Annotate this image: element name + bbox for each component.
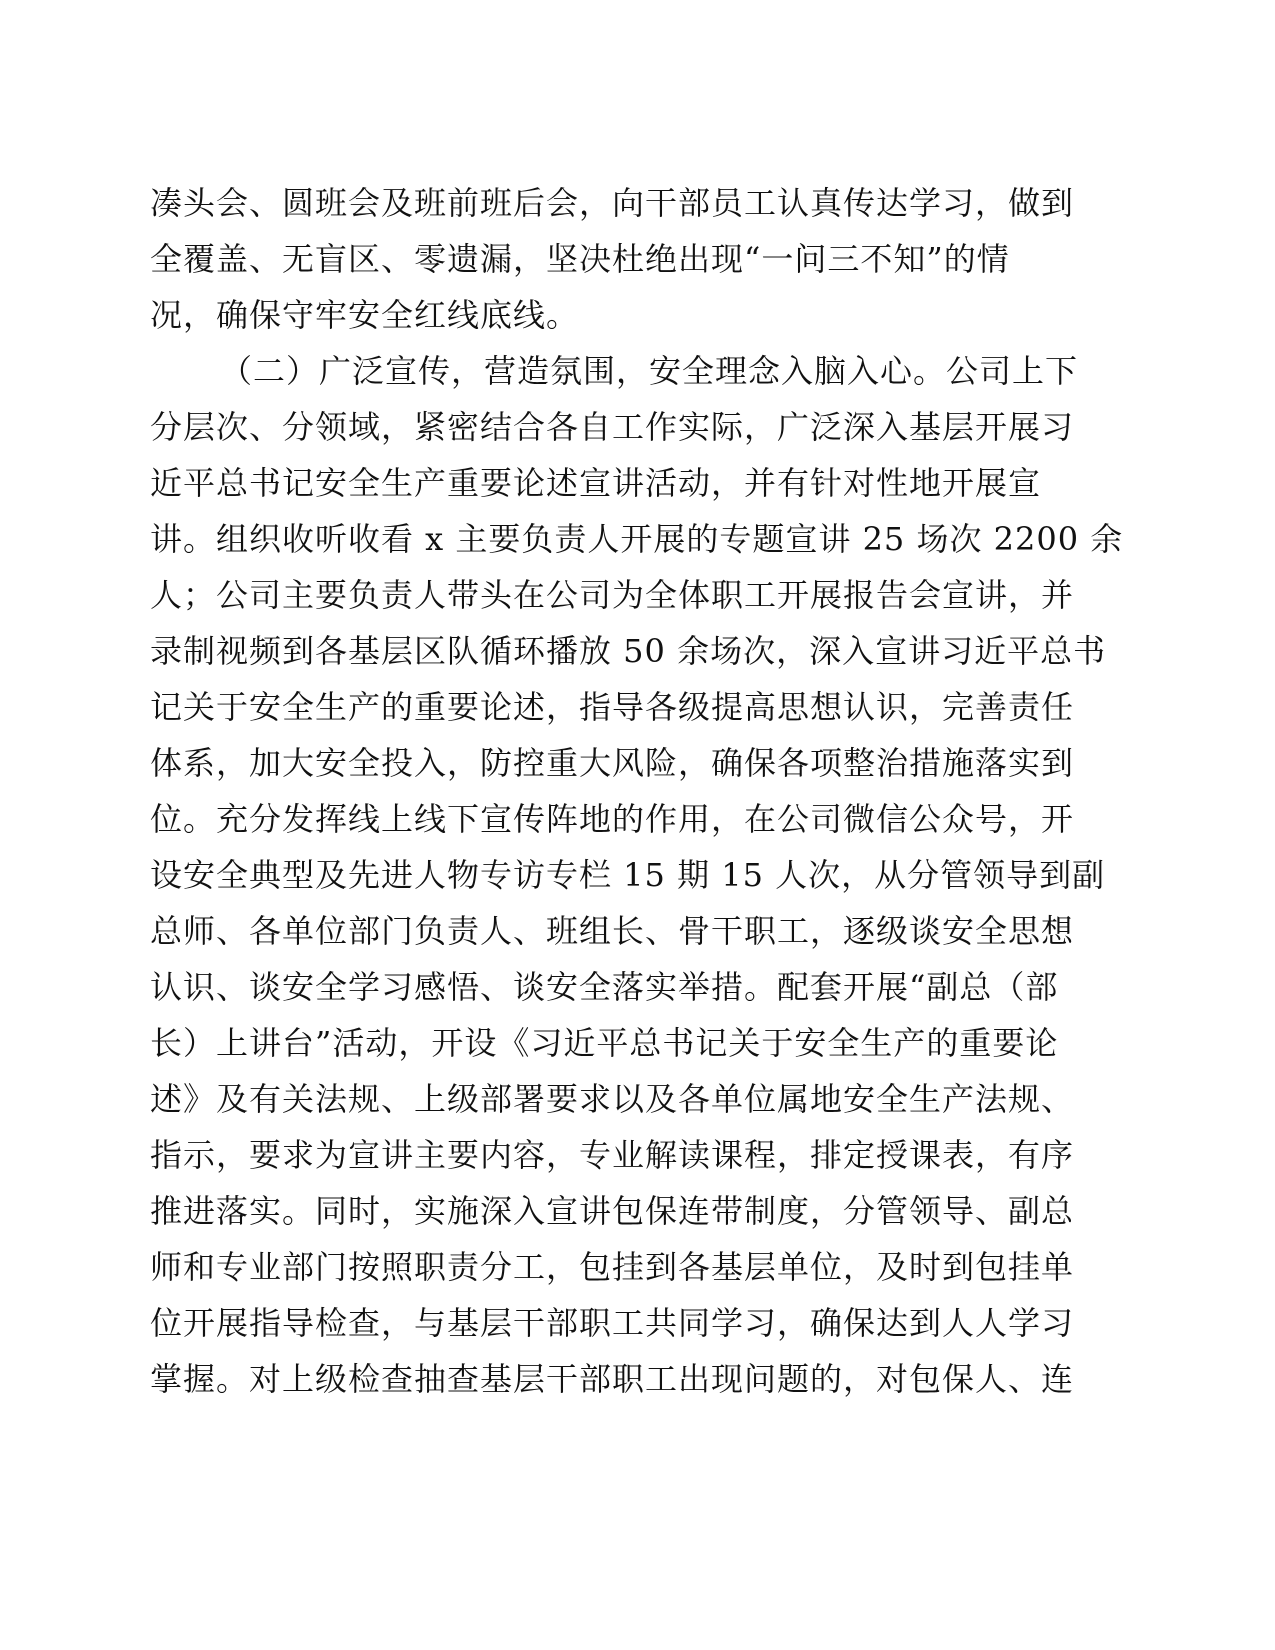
text-line: 录制视频到各基层区队循环播放 50 余场次，深入宣讲习近平总书 xyxy=(150,632,1107,670)
text-line: 长）上讲台”活动，开设《习近平总书记关于安全生产的重要论 xyxy=(150,1024,1059,1062)
text-line: 掌握。对上级检查抽查基层干部职工出现问题的，对包保人、连 xyxy=(150,1360,1075,1398)
text-line: 人；公司主要负责人带头在公司为全体职工开展报告会宣讲，并 xyxy=(150,576,1075,614)
body-text xyxy=(150,175,1124,1407)
text-line: 记关于安全生产的重要论述，指导各级提高思想认识，完善责任 xyxy=(150,688,1075,726)
section-heading-line: （二）广泛宣传，营造氛围，安全理念入脑入心。公司上下 xyxy=(220,352,1079,390)
text-line: 指示，要求为宣讲主要内容，专业解读课程，排定授课表，有序 xyxy=(150,1136,1075,1174)
text-line: 凑头会、圆班会及班前班后会，向干部员工认真传达学习，做到 xyxy=(150,184,1075,222)
text-line: 全覆盖、无盲区、零遗漏，坚决杜绝出现“一问三不知”的情 xyxy=(150,240,1010,278)
text-line: 设安全典型及先进人物专访专栏 15 期 15 人次，从分管领导到副 xyxy=(150,856,1106,894)
text-line: 推进落实。同时，实施深入宣讲包保连带制度，分管领导、副总 xyxy=(150,1192,1075,1230)
text-line: 认识、谈安全学习感悟、谈安全落实举措。配套开展“副总（部 xyxy=(150,968,1059,1006)
text-line: 总师、各单位部门负责人、班组长、骨干职工，逐级谈安全思想 xyxy=(150,912,1075,950)
text-line: 述》及有关法规、上级部署要求以及各单位属地安全生产法规、 xyxy=(150,1080,1075,1118)
text-line: 师和专业部门按照职责分工，包挂到各基层单位，及时到包挂单 xyxy=(150,1248,1075,1286)
text-line: 近平总书记安全生产重要论述宣讲活动，并有针对性地开展宣 xyxy=(150,464,1042,502)
text-line: 位。充分发挥线上线下宣传阵地的作用，在公司微信公众号，开 xyxy=(150,800,1075,838)
text-line: 讲。组织收听收看 x 主要负责人开展的专题宣讲 25 场次 2200 余 xyxy=(150,520,1124,558)
text-line: 体系，加大安全投入，防控重大风险，确保各项整治措施落实到 xyxy=(150,744,1075,782)
text-line: 分层次、分领域，紧密结合各自工作实际，广泛深入基层开展习 xyxy=(150,408,1075,446)
text-line: 位开展指导检查，与基层干部职工共同学习，确保达到人人学习 xyxy=(150,1304,1075,1342)
text-line: 况，确保守牢安全红线底线。 xyxy=(150,296,580,334)
